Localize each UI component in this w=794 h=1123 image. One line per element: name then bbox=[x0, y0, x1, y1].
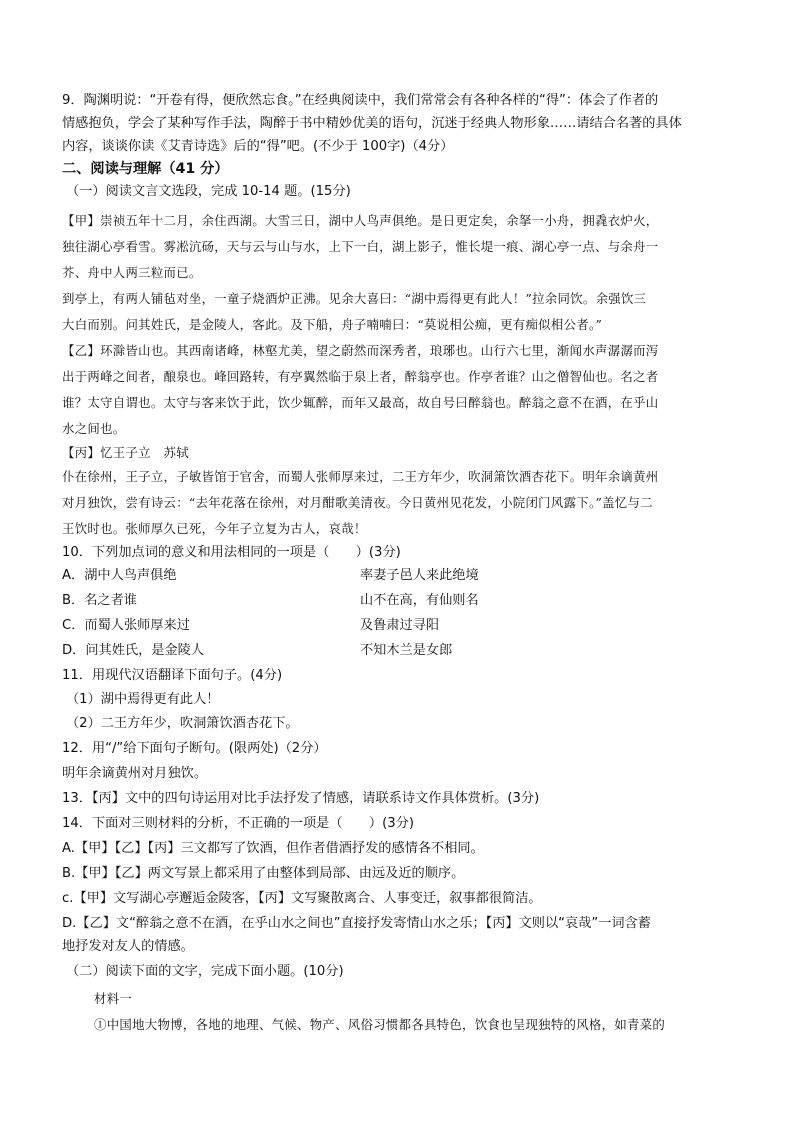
q10-stem: 10．下列加点词的意义和用法相同的一项是（ ）(3分) bbox=[62, 545, 401, 560]
passage-jia-line: 芥、舟中人两三粒而已。 bbox=[62, 265, 202, 280]
option-right: 山不在高，有仙则名 bbox=[360, 593, 479, 608]
passage-yi-line: 出于两峰之间者，酿泉也。峰回路转，有亭翼然临于泉上者，醉翁亭也。作亭者谁？山之僧智仙也。名之者 bbox=[62, 369, 659, 384]
q14-option-c: c.【甲】文写湖心亭邂逅金陵客，【丙】文写聚散离合、人事变迁，叙事都很简洁。 bbox=[62, 891, 542, 906]
passage-bing-line: 对月独饮，尝有诗云：“去年花落在徐州，对月酣歌美清夜。今日黄州见花发，小院闭门风露下。”盖忆与二 bbox=[62, 495, 653, 510]
material-1-paragraph: ①中国地大物博，各地的地理、气候、物产、风俗习惯都各具特色，饮食也呈现独特的风格，如青菜的 bbox=[94, 1017, 666, 1032]
passage-yi-line: 水之间也。 bbox=[62, 421, 126, 436]
q11-sentence-2: （2）二王方年少，吹洞箫饮酒杏花下。 bbox=[66, 716, 299, 731]
option-left: C．而蜀人张师厚来过 bbox=[62, 618, 190, 633]
q9-line-3: 内容，谈谈你读《艾青诗选》后的“得”吧。(不少于 100字)（4分） bbox=[62, 139, 454, 154]
q9-line-2: 情感抱负，学会了某种写作手法，陶醉于书中精妙优美的语句，沉迷于经典人物形象……请结合名著的具体 bbox=[62, 116, 682, 131]
passage-jia-line: 到亭上，有两人铺毡对坐，一童子烧酒炉正沸。见余大喜曰：“湖中焉得更有此人！”拉余同饮。余强饮三 bbox=[62, 291, 647, 306]
q10-option-c bbox=[62, 617, 440, 635]
q10-option-a bbox=[62, 567, 479, 585]
q11-stem: 11．用现代汉语翻译下面句子。(4分) bbox=[62, 668, 283, 683]
part-2-intro: （二）阅读下面的文字，完成下面小题。(10分) bbox=[66, 964, 344, 979]
option-left: D．问其姓氏，是金陵人 bbox=[62, 643, 205, 658]
option-left: B．名之者谁 bbox=[62, 593, 137, 608]
q13-stem: 13．【丙】文中的四句诗运用对比手法抒发了情感，请联系诗文作具体赏析。(3分) bbox=[62, 791, 540, 806]
q14-option-b: B.【甲】【乙】两文写景上都采用了由整体到局部、由远及近的顺序。 bbox=[62, 866, 465, 881]
option-left: A．湖中人鸟声俱绝 bbox=[62, 568, 177, 583]
passage-bing-title: 【丙】忆王子立 苏轼 bbox=[62, 445, 189, 460]
q14-option-d-line-2: 地抒发对友人的情感。 bbox=[62, 939, 194, 954]
option-right: 不知木兰是女郎 bbox=[360, 643, 453, 658]
passage-bing-line: 王饮时也。张师厚久已死，今年子立复为古人，哀哉！ bbox=[62, 521, 367, 536]
q9-line-1: 9．陶渊明说：“开卷有得，便欣然忘食。”在经典阅读中，我们常常会有各种各样的“得”：体会了作者的 bbox=[62, 93, 659, 108]
passage-bing-line: 仆在徐州，王子立，子敏皆馆于官舍，而蜀人张师厚来过，二王方年少，吹洞箫饮酒杏花下。明年余谪黄州 bbox=[62, 469, 659, 484]
q12-stem: 12．用“/”给下面句子断句。(限两处)（2分） bbox=[62, 741, 327, 756]
q14-option-d-line-1: D.【乙】文“醉翁之意不在酒，在乎山水之间也”直接抒发寄情山水之乐；【丙】文则以“哀哉”一词含蓄 bbox=[62, 916, 651, 931]
option-right: 率妻子邑人来此绝境 bbox=[360, 568, 479, 583]
passage-jia-line: 独往湖心亭看雪。雾凇沆砀，天与云与山与水，上下一白，湖上影子，惟长堤一痕、湖心亭一点、与余舟一 bbox=[62, 239, 659, 254]
passage-yi-line: 【乙】环滁皆山也。其西南诸峰，林壑尤美，望之蔚然而深秀者，琅琊也。山行六七里，渐闻水声潺潺而泻 bbox=[62, 343, 659, 358]
option-right: 及鲁肃过寻阳 bbox=[360, 618, 440, 633]
q10-option-b bbox=[62, 592, 479, 610]
section-2-title: 二、阅读与理解（41 分） bbox=[62, 161, 229, 177]
part-1-intro: （一）阅读文言文选段，完成 10-14 题。(15分) bbox=[66, 184, 351, 199]
q12-sentence: 明年余谪黄州对月独饮。 bbox=[62, 766, 208, 781]
q11-sentence-1: （1）湖中焉得更有此人！ bbox=[66, 692, 220, 707]
q10-option-d bbox=[62, 642, 453, 660]
material-1-title: 材料一 bbox=[94, 991, 133, 1006]
passage-yi-line: 谁？太守自谓也。太守与客来饮于此，饮少辄醉，而年又最高，故自号曰醉翁也。醉翁之意不在酒，在乎山 bbox=[62, 395, 659, 410]
q14-option-a: A.【甲】【乙】【丙】三文都写了饮酒，但作者借酒抒发的感情各不相同。 bbox=[62, 841, 484, 856]
q14-stem: 14．下面对三则材料的分析，不正确的一项是（ ）(3分) bbox=[62, 816, 414, 831]
passage-jia-line: 【甲】崇祯五年十二月，余住西湖。大雪三日，湖中人鸟声俱绝。是日更定矣，余拏一小舟，拥毳衣炉火， bbox=[62, 213, 659, 228]
passage-jia-line: 大白而别。问其姓氏，是金陵人，客此。及下船，舟子喃喃曰：“莫说相公痴，更有痴似相公者。” bbox=[62, 317, 603, 332]
